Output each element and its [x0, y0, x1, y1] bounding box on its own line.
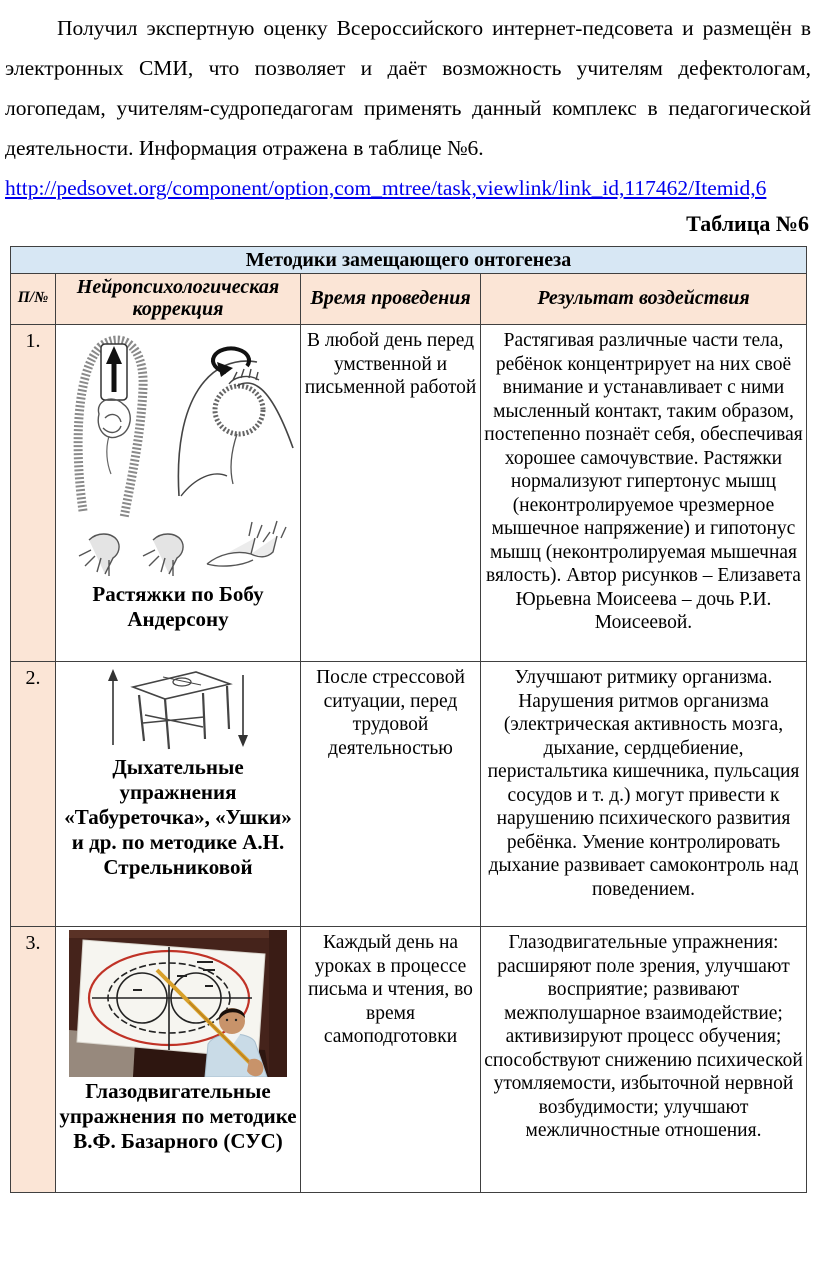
- intro-paragraph: Получил экспертную оценку Всероссийского интернет-педсовета и размещён в электронных СМИ, что позволяет и даёт возможность учителям дефектологам, логопедам, учителям-судропедагогам применять данный комплекс в педагогической деятельности. Информация отражена в таблице №6.: [5, 16, 811, 160]
- row-3-result: Глазодвигательные упражнения: расширяют поле зрения, улучшают восприятие; развивают межполушарное взаимодействие; активизируют процесс обучения; способствуют снижению психической утомляемости, избыточной нервной возбудимости; улучшают межличностные отношения.: [481, 927, 807, 1193]
- col-header-result: Результат воздействия: [481, 274, 807, 325]
- link-paragraph: [5, 168, 811, 208]
- table-title: Методики замещающего онтогенеза: [11, 247, 807, 274]
- row-3-number: 3.: [11, 927, 56, 1193]
- row-1-result: Растягивая различные части тела, ребёнок концентрирует на них своё внимание и устанавливает с ними мысленный контакт, таким образом, постепенно познаёт себя, обеспечивая хорошее самочувствие. Растяжки нормализуют гипертонус мышц (неконтролируемое чрезмерное мышечное напряжение) и гипотонус мышц (неконтролируемая мышечная вялость). Автор рисунков – Елизавета Юрьевна Моисеева – дочь Р.И. Моисеевой.: [481, 325, 807, 662]
- col-header-time: Время проведения: [301, 274, 481, 325]
- row-1-method-caption: Растяжки по Бобу Андерсону: [92, 582, 264, 631]
- row-2-result: Улучшают ритмику организма. Нарушения ритмов организма (электрическая активность мозга, дыхание, сердцебиение, перистальтика кишечника, пульсация сосудов и т. д.) могут привести к нарушению психического развития ребёнка. Умение контролировать дыхание развивает самоконтроль над поведением.: [481, 662, 807, 927]
- table-row-3: [11, 927, 807, 1193]
- table-caption: Таблица №6: [686, 211, 809, 236]
- row-1-method-cell: [56, 325, 301, 662]
- row-2-method-caption: Дыхательные упражнения «Табуреточка», «Ушки» и др. по методике А.Н. Стрельниковой: [64, 755, 292, 879]
- pedsovet-link[interactable]: http://pedsovet.org/component/option,com_mtree/task,viewlink/link_id,117462/Itemid,6: [5, 176, 767, 200]
- col-header-num: П/№: [11, 274, 56, 325]
- row-1-time: В любой день перед умственной и письменной работой: [301, 325, 481, 662]
- table-title-row: [11, 247, 807, 274]
- row-2-number: 2.: [11, 662, 56, 927]
- table-row-1: [11, 325, 807, 662]
- row-1-number: 1.: [11, 325, 56, 662]
- row-3-method-cell: [56, 927, 301, 1193]
- stretching-exercises-illustration: [61, 328, 296, 580]
- col-header-correction: Нейропсихологическая коррекция: [56, 274, 301, 325]
- stool-illustration: [103, 665, 253, 753]
- boy-eye-chart-photo: [69, 930, 287, 1077]
- column-header-row: [11, 274, 807, 325]
- methods-table: [10, 246, 807, 1193]
- table-row-2: [11, 662, 807, 927]
- row-3-time: Каждый день на уроках в процессе письма и чтения, во время самоподготовки: [301, 927, 481, 1193]
- row-2-method-cell: [56, 662, 301, 927]
- row-2-time: После стрессовой ситуации, перед трудовой деятельностью: [301, 662, 481, 927]
- row-3-method-caption: Глазодвигательные упражнения по методике В.Ф. Базарного (СУС): [59, 1079, 297, 1153]
